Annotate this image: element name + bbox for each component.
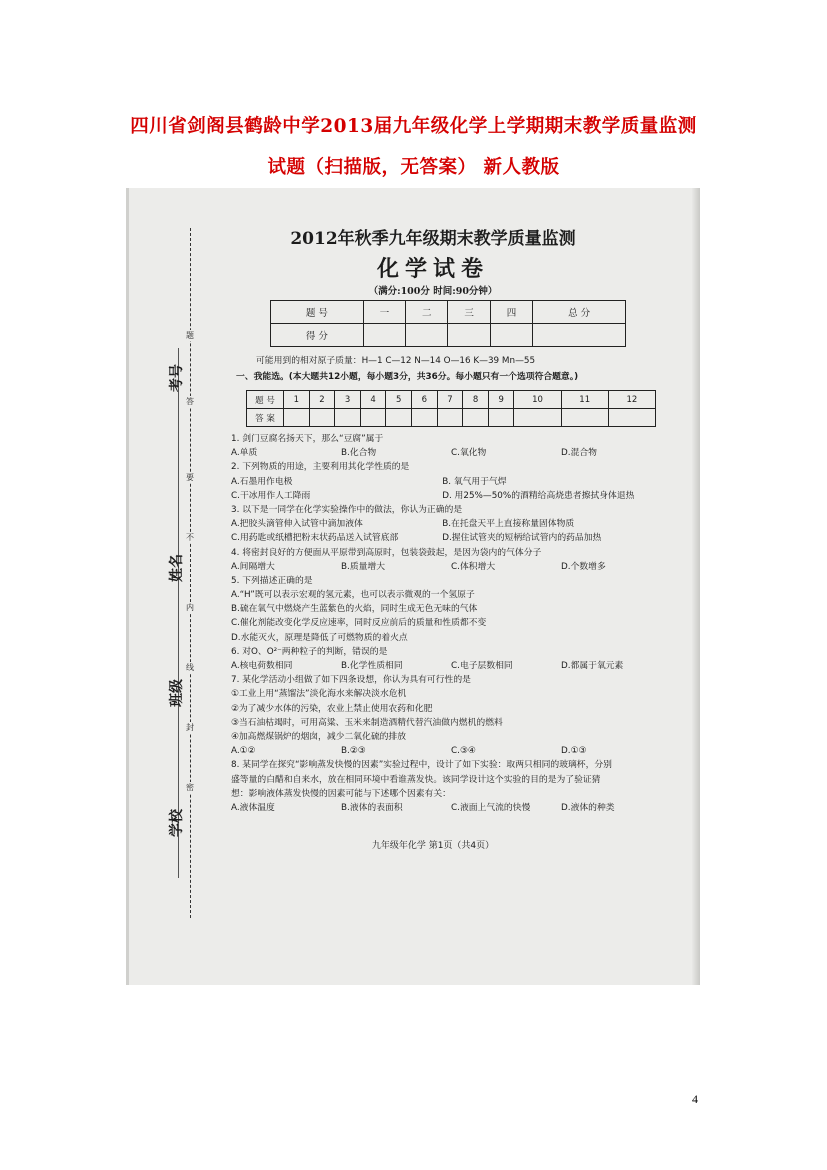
option: C.电子层数相同: [451, 661, 513, 671]
answer-cell: [335, 409, 361, 427]
answer-cell: [463, 409, 489, 427]
option: C.干冰用作人工降雨: [231, 490, 311, 501]
option: C.用药匙或纸槽把粉末状药品送入试管底部: [231, 533, 399, 544]
option: A.核电荷数相同: [231, 661, 293, 671]
option: D.握住试管夹的短柄给试管内的药品加热: [442, 533, 602, 544]
option: B.质量增大: [341, 561, 386, 572]
statement: ③当石油枯竭时，可用高粱、玉米来制造酒精代替汽油做内燃机的燃料: [231, 717, 503, 728]
questions-block: [231, 432, 671, 815]
answer-cell: [386, 409, 412, 427]
question-stem: 1. 剑门豆腐名扬天下，那么“豆腐”属于: [231, 434, 384, 444]
option: C.体积增大: [451, 561, 496, 572]
answer-header-cell: 12: [608, 391, 655, 409]
question-stem: 8. 某同学在探究“影响蒸发快慢的因素”实验过程中，设计了如下实验：取两只相同的玻璃杯，分别: [231, 760, 612, 771]
option: D.个数增多: [561, 561, 606, 572]
question-options: [231, 517, 671, 531]
option: B. 氧气用于气焊: [442, 476, 507, 487]
scanned-exam-page: [126, 188, 700, 985]
score-header-cell: 总 分: [533, 301, 626, 324]
score-cell: [448, 324, 490, 347]
question-options: [231, 489, 671, 503]
option: B.液体的表面积: [341, 802, 403, 813]
binding-char: 答: [186, 397, 194, 406]
option: A.石墨用作电极: [231, 476, 293, 487]
score-header-cell: 二: [406, 301, 448, 324]
answer-cell: [437, 409, 463, 427]
answer-table-header-row: [247, 391, 656, 409]
answer-header-cell: 4: [360, 391, 386, 409]
question-options: [231, 560, 671, 574]
question-stem: 3. 以下是一同学在化学实验操作中的做法，你认为正确的是: [231, 504, 463, 515]
answer-header-cell: 6: [412, 391, 438, 409]
score-table-score-row: [271, 324, 626, 347]
option: C.液面上气流的快慢: [451, 802, 531, 813]
answer-header-cell: 1: [284, 391, 310, 409]
score-header-cell: 三: [448, 301, 490, 324]
answer-cell: [360, 409, 386, 427]
document-title-line2: 试题（扫描版，无答案） 新人教版: [267, 157, 560, 178]
option: B.化合物: [341, 448, 377, 459]
question-options: [231, 744, 671, 758]
option: A.“H”既可以表示宏观的氢元素，也可以表示微观的一个氢原子: [231, 590, 475, 601]
option: A.①②: [231, 746, 256, 757]
answer-cell: [561, 409, 608, 427]
page-number: 4: [692, 1092, 698, 1106]
binding-char: 密: [186, 783, 194, 792]
answer-header-cell: 11: [561, 391, 608, 409]
score-cell: [490, 324, 532, 347]
binding-label-name: 姓名: [169, 554, 185, 582]
score-table-header-row: [271, 301, 626, 324]
binding-char: 内: [186, 603, 194, 612]
statement: ①工业上用“蒸馏法”淡化海水来解决淡水危机: [231, 689, 407, 700]
option: B.硫在氧气中燃烧产生蓝紫色的火焰，同时生成无色无味的气体: [231, 604, 478, 615]
question-stem: 5. 下列描述正确的是: [231, 575, 313, 586]
question-options: [231, 801, 671, 815]
option: D.液体的种类: [561, 802, 615, 813]
score-header-cell: 四: [490, 301, 532, 324]
statement: ④加高燃煤锅炉的烟囱，减少二氧化硫的排放: [231, 731, 407, 742]
answer-cell: [284, 409, 310, 427]
answer-header-cell: 7: [437, 391, 463, 409]
binding-label-school: 学校: [169, 809, 185, 837]
statement: ②为了减少水体的污染，农业上禁止使用农药和化肥: [231, 703, 433, 714]
answer-cell: [514, 409, 561, 427]
answer-header-cell: 2: [309, 391, 335, 409]
score-cell: [533, 324, 626, 347]
question-stem: 4. 将密封良好的方便面从平原带到高原时，包装袋鼓起，是因为袋内的气体分子: [231, 547, 542, 558]
question-stem-continued: 盛等量的白醋和自来水，放在相同环境中看谁蒸发快。该同学设计这个实验的目的是为了验证猜: [231, 774, 601, 785]
exam-subject: 化学试卷: [376, 256, 489, 282]
binding-char: 封: [186, 723, 194, 732]
answer-cell: [608, 409, 655, 427]
option: C.催化剂能改变化学反应速率，同时反应前后的质量和性质都不变: [231, 618, 487, 629]
option: D.混合物: [561, 448, 597, 459]
atomic-masses: 可能用到的相对原子质量：H—1 C—12 N—14 O—16 K—39 Mn—55: [256, 356, 536, 366]
option: B.化学性质相同: [341, 661, 403, 671]
answer-header-cell: 5: [386, 391, 412, 409]
scan-right-edge: [692, 188, 700, 985]
score-cell: [406, 324, 448, 347]
option: A.单质: [231, 448, 258, 459]
score-row-label: 得 分: [271, 324, 364, 347]
option: A.液体温度: [231, 802, 275, 813]
score-header-cell: 一: [363, 301, 405, 324]
score-header-cell: 题 号: [271, 301, 364, 324]
option: A.把胶头滴管伸入试管中滴加液体: [231, 519, 363, 530]
binding-char: 题: [186, 331, 194, 340]
score-cell: [363, 324, 405, 347]
question-stem: 6. 对O、O²⁻两种粒子的判断，错误的是: [231, 646, 388, 657]
answer-header-cell: 3: [335, 391, 361, 409]
document-title-line1: 四川省剑阁县鹤龄中学2013届九年级化学上学期期末教学质量监测: [130, 116, 697, 137]
option: B.②③: [341, 746, 366, 757]
option: D.水能灭火，原理是降低了可燃物质的着火点: [231, 632, 408, 643]
answer-row-label: 答 案: [247, 409, 284, 427]
binding-char: 要: [186, 473, 194, 482]
inner-line: [178, 348, 179, 878]
binding-margin: [162, 228, 202, 928]
option: C.③④: [451, 746, 476, 757]
score-table: [270, 300, 626, 347]
answer-cell: [309, 409, 335, 427]
exam-time-info: （满分:100分 时间:90分钟）: [368, 286, 498, 297]
section-one-heading: 一、我能选。(本大题共12小题，每小题3分，共36分。每小题只有一个选项符合题意。): [236, 372, 579, 382]
exam-title: 2012年秋季九年级期末教学质量监测: [290, 229, 576, 249]
answer-table-answer-row: [247, 409, 656, 427]
scan-left-edge: [126, 188, 129, 985]
binding-char: 不: [186, 533, 194, 542]
question-stem-continued: 想：影响液体蒸发快慢的因素可能与下述哪个因素有关：: [231, 788, 451, 799]
binding-label-exam-number: 考号: [169, 364, 185, 392]
option: D. 用25%—50%的酒精给高烧患者擦拭身体退热: [442, 490, 635, 501]
answer-header-cell: 题 号: [247, 391, 284, 409]
question-options: [231, 446, 671, 460]
answer-header-cell: 9: [488, 391, 514, 409]
scan-page-footer: 九年级年化学 第1页（共4页）: [371, 841, 495, 851]
answer-cell: [488, 409, 514, 427]
answer-header-cell: 8: [463, 391, 489, 409]
question-options: [231, 531, 671, 545]
answer-table: [246, 390, 656, 427]
binding-char: 线: [186, 663, 194, 672]
option: B.在托盘天平上直接称量固体物质: [442, 519, 575, 530]
answer-cell: [412, 409, 438, 427]
question-options: [231, 659, 671, 673]
option: D.都属于氧元素: [561, 661, 624, 671]
question-stem: 2. 下列物质的用途，主要利用其化学性质的是: [231, 462, 410, 473]
question-stem: 7. 某化学活动小组做了如下四条设想，你认为具有可行性的是: [231, 675, 471, 686]
binding-label-class: 班级: [169, 679, 185, 707]
option: D.①③: [561, 746, 587, 757]
option: C.氧化物: [451, 448, 487, 459]
question-options: [231, 475, 671, 489]
answer-header-cell: 10: [514, 391, 561, 409]
option: A.间隔增大: [231, 561, 275, 572]
